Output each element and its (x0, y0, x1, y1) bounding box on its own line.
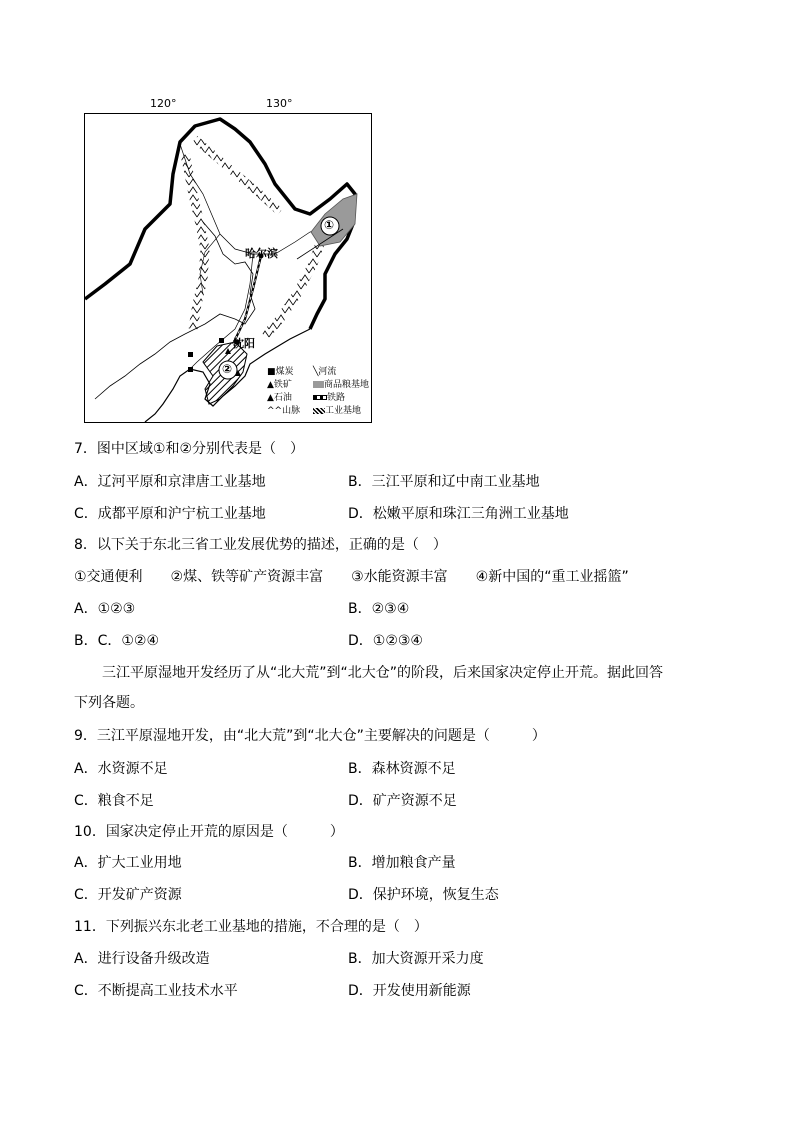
q8-option-d: D．①②③④ (348, 633, 423, 649)
q7-stem: 7．图中区域①和②分别代表是（ ） (74, 441, 305, 457)
q10-stem: 10．国家决定停止开荒的原因是（ ） (74, 824, 344, 840)
q11-option-a: A．进行设备升级改造 (74, 951, 210, 967)
q7-option-b: B．三江平原和辽中南工业基地 (348, 474, 540, 490)
railway-swatch-icon (313, 395, 327, 400)
harbin-label: 哈尔滨 (245, 247, 278, 260)
legend-mountain: ^^山脉 (267, 406, 301, 416)
legend-grain: 商品粮基地 (313, 379, 369, 391)
legend-coal: ■煤炭 (267, 367, 294, 377)
longitude-120-label: 120° (150, 97, 177, 110)
q8-items: ①交通便利 ②煤、铁等矿产资源丰富 ③水能资源丰富 ④新中国的“重工业摇篮” (74, 569, 629, 585)
legend-oil: ▲石油 (267, 393, 292, 403)
grain-swatch-icon (313, 381, 324, 388)
q7-option-c: C．成都平原和沪宁杭工业基地 (74, 506, 266, 522)
q9-option-a: A．水资源不足 (74, 761, 168, 777)
q8-stem: 8．以下关于东北三省工业发展优势的描述，正确的是（ ） (74, 537, 447, 553)
border-line (85, 119, 355, 329)
q11-option-b: B．加大资源开采力度 (348, 951, 484, 967)
q8-option-a: A．①②③ (74, 601, 136, 617)
legend-iron: ▲铁矿 (267, 380, 292, 390)
region-1-label: ① (324, 218, 335, 232)
q7-option-a: A．辽河平原和京津唐工业基地 (74, 474, 266, 490)
q8-option-c: B．C．①②④ (74, 633, 160, 649)
map-legend (265, 364, 369, 420)
q9-option-b: B．森林资源不足 (348, 761, 456, 777)
industry-swatch-icon (313, 408, 325, 414)
q10-option-a: A．扩大工业用地 (74, 855, 182, 871)
region-2-label: ② (222, 362, 233, 376)
longitude-130-label: 130° (266, 97, 293, 110)
q10-option-b: B．增加粮食产量 (348, 855, 456, 871)
q11-stem: 11．下列振兴东北老工业基地的措施，不合理的是（ ） (74, 919, 428, 935)
q9-option-d: D．矿产资源不足 (348, 793, 457, 809)
q10-option-d: D．保护环境，恢复生态 (348, 887, 499, 903)
q10-option-c: C．开发矿产资源 (74, 887, 182, 903)
q9-stem: 9．三江平原湿地开发，由“北大荒”到“北大仓”主要解决的问题是（ ） (74, 728, 546, 744)
legend-industry: 工业基地 (313, 405, 361, 417)
northeast-china-map (84, 113, 372, 423)
q7-option-d: D．松嫩平原和珠江三角洲工业基地 (348, 506, 569, 522)
legend-rail: 铁路 (313, 392, 345, 404)
q8-option-b: B．②③④ (348, 601, 410, 617)
q11-option-c: C．不断提高工业技术水平 (74, 983, 238, 999)
passage-line-1: 三江平原湿地开发经历了从“北大荒”到“北大仓”的阶段，后来国家决定停止开荒。据此回答 (102, 665, 664, 681)
passage-line-2: 下列各题。 (74, 695, 144, 711)
legend-river: ╲河流 (313, 367, 337, 377)
mountain-icon: ^^ (267, 406, 283, 416)
q11-option-d: D．开发使用新能源 (348, 983, 471, 999)
shenyang-label: 沈阳 (233, 337, 255, 350)
q9-option-c: C．粮食不足 (74, 793, 154, 809)
